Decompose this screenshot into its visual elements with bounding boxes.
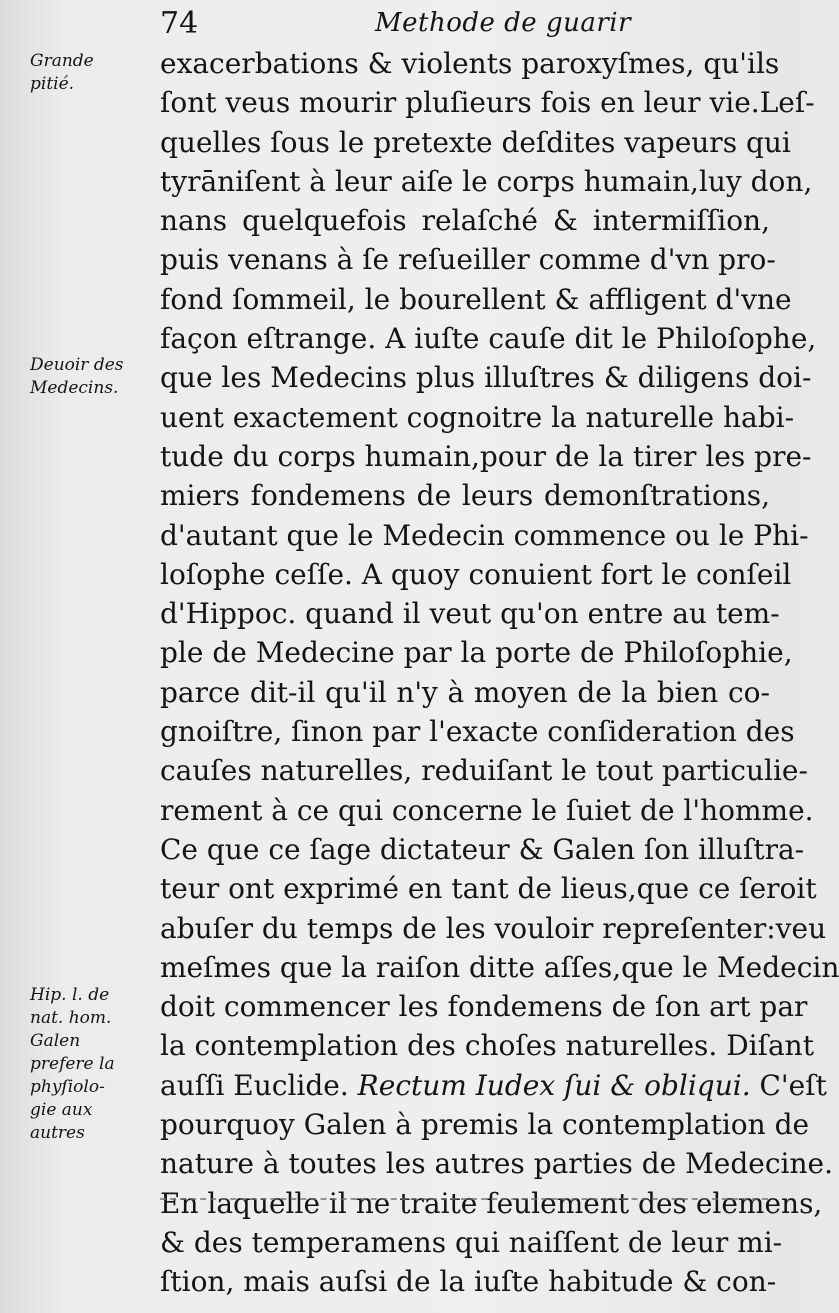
text-line: Ce que ce ſage dictateur & Galen ſon illuſtra-	[160, 832, 805, 866]
text-line: ſtion, mais auſsi de la iuſte habitude & con-	[160, 1265, 777, 1299]
margin-note-line: Medecins.	[30, 378, 119, 398]
text-line: miers fondemens de leurs demonſtrations,	[160, 479, 770, 513]
latin-quote: Rectum Iudex ſui & obliqui.	[357, 1068, 751, 1102]
text-line: que les Medecins plus illuſtres & diligens doi-	[160, 361, 812, 395]
margin-note-line: Hip. l. de	[30, 985, 110, 1005]
text-line: d'autant que le Medecin commence ou le Phi-	[160, 518, 809, 552]
text-line: parce dit-il qu'il n'y à moyen de la bien co-	[160, 675, 770, 709]
margin-note-line: pitié.	[30, 74, 75, 94]
margin-note-line: Deuoir des	[30, 355, 124, 375]
page-bottom-rule	[160, 1198, 768, 1200]
text-line: ſont veus mourir pluſieurs fois en leur vie.Leſ-	[160, 86, 815, 120]
text-line: nans quelquefois relaſché & intermiſſion,	[160, 204, 770, 238]
margin-note-grande-pitie	[30, 50, 152, 96]
text-line: puis venans à ſe reſueiller comme d'vn pro-	[160, 243, 776, 277]
margin-note-line: Grande	[30, 51, 94, 71]
text-line: auſſi Euclide. Rectum Iudex ſui & obliqui. C'eſt	[160, 1068, 827, 1102]
text-line: pourquoy Galen à premis la contemplation de	[160, 1108, 810, 1142]
text-line: quelles ſous le pretexte deſdites vapeurs qui	[160, 125, 791, 159]
margin-note-line: Galen	[30, 1031, 81, 1051]
margin-note-line: autres	[30, 1123, 85, 1143]
running-head: Methode de guarir	[375, 8, 632, 38]
margin-note-hip-galen	[30, 984, 152, 1145]
text-line: doit commencer les fondemens de ſon art par	[160, 990, 808, 1024]
text-line: gnoiſtre, ſinon par l'exacte conſideration des	[160, 715, 795, 749]
text-line: ple de Medecine par la porte de Philoſophie,	[160, 636, 793, 670]
page-header	[0, 6, 800, 46]
text-line: rement à ce qui concerne le ſuiet de l'homme.	[160, 793, 814, 827]
text-line: loſophe ceſſe. A quoy conuient fort le conſeil	[160, 557, 792, 591]
text-line: exacerbations & violents paroxyſmes, qu'ils	[160, 47, 780, 80]
text-line: uent exactement cognoitre la naturelle habi-	[160, 400, 795, 434]
body-text	[160, 44, 839, 1302]
text-line: d'Hippoc. quand il veut qu'on entre au tem-	[160, 597, 780, 631]
text-line: teur ont exprimé en tant de lieus,que ce ſeroit	[160, 872, 817, 906]
margin-note-line: prefere la	[30, 1054, 115, 1074]
margin-note-line: nat. hom.	[30, 1008, 112, 1028]
text-line: abuſer du temps de les vouloir repreſenter:veu	[160, 911, 827, 945]
text-line: fond ſommeil, le bourellent & affligent d'vne	[160, 282, 792, 316]
text-line: tude du corps humain,pour de la tirer les pre-	[160, 439, 812, 473]
text-line: En laquelle il ne traite ſeulement des elemens,	[160, 1186, 823, 1220]
text-line: nature à toutes les autres parties de Medecine.	[160, 1147, 834, 1181]
text-line: & des temperamens qui naiſſent de leur mi-	[160, 1225, 783, 1259]
margin-note-line: phyſiolo-	[30, 1077, 105, 1097]
text-line: meſmes que la raiſon ditte aſſes,que le Medecin	[160, 950, 839, 984]
text-line: façon eſtrange. A iuſte cauſe dit le Philoſophe,	[160, 322, 817, 356]
margin-note-line: gie aux	[30, 1100, 93, 1120]
page-number: 74	[160, 6, 199, 41]
text-line: tyrāniſent à leur aiſe le corps humain,luy don,	[160, 164, 813, 198]
text-line: cauſes naturelles, reduiſant le tout particulie-	[160, 754, 808, 788]
text-line: la contemplation des choſes naturelles. Diſant	[160, 1029, 814, 1063]
margin-note-deuoir-medecins	[30, 354, 152, 400]
